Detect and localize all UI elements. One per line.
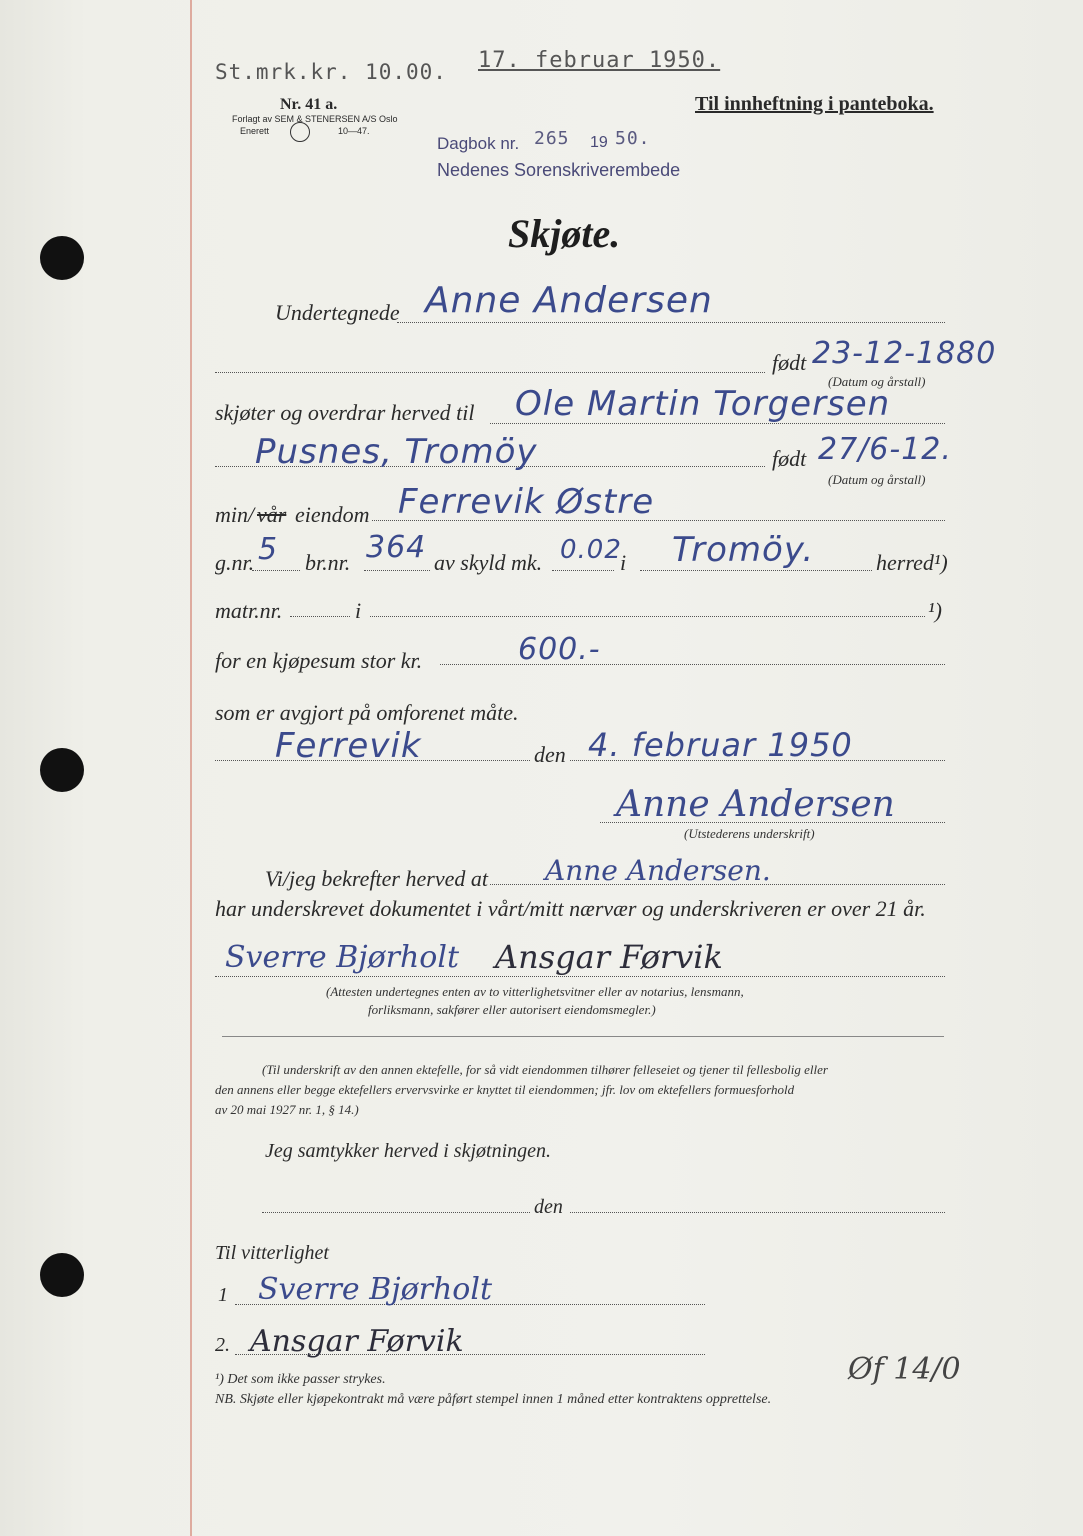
spouse-note: av 20 mai 1927 nr. 1, § 14.) bbox=[215, 1102, 359, 1117]
settled-text: som er avgjort på omforenet måte. bbox=[215, 700, 519, 725]
witness2-number: 2. bbox=[215, 1334, 230, 1356]
field-line bbox=[370, 616, 925, 617]
field-line bbox=[262, 1212, 530, 1213]
punch-hole bbox=[40, 1253, 84, 1297]
signature-line bbox=[600, 822, 945, 823]
eiendom-struck: vår bbox=[257, 502, 287, 527]
field-line bbox=[215, 372, 765, 373]
witness1-name: Sverre Bjørholt bbox=[258, 1272, 493, 1307]
field-line bbox=[364, 570, 430, 571]
initials: Øf 14/0 bbox=[848, 1352, 961, 1387]
field-line bbox=[290, 616, 350, 617]
office-stamp: Nedenes Sorenskriverembede bbox=[437, 160, 681, 180]
witness2-name: Ansgar Førvik bbox=[250, 1324, 464, 1359]
spouse-note: (Til underskrift av den annen ektefelle, for så vidt eiendommen tilhører felleseiet og tjener til fellesbolig eller bbox=[262, 1062, 828, 1077]
herred-value: Tromöy. bbox=[672, 530, 815, 570]
matr-end: ¹) bbox=[928, 598, 942, 623]
witness1-signature: Sverre Bjørholt bbox=[225, 940, 460, 975]
fodt-label: født bbox=[772, 350, 807, 375]
dagbok-label: Dagbok nr. bbox=[437, 134, 520, 153]
field-line bbox=[440, 664, 945, 665]
field-line bbox=[640, 570, 872, 571]
buyer-address: Pusnes, Tromöy bbox=[255, 432, 538, 472]
skyld-label: av skyld mk. bbox=[434, 550, 543, 575]
confirm-text: har underskrevet dokumentet i vårt/mitt nærvær og underskriveren er over 21 år. bbox=[215, 896, 926, 921]
witness1-number: 1 bbox=[218, 1284, 228, 1306]
den-label: den bbox=[534, 742, 566, 767]
fodt-label: født bbox=[772, 446, 807, 471]
filing-instruction: Til innheftning i panteboka. bbox=[695, 93, 934, 115]
gnr-label: g.nr. bbox=[215, 550, 255, 575]
date-stamp: 17. februar 1950. bbox=[478, 48, 721, 73]
price-label: for en kjøpesum stor kr. bbox=[215, 648, 423, 673]
matr-i: i bbox=[355, 598, 362, 623]
margin-line bbox=[190, 0, 192, 1536]
punch-hole bbox=[40, 236, 84, 280]
property-name: Ferrevik Østre bbox=[398, 482, 655, 522]
confirm-label: Vi/jeg bekrefter herved at bbox=[265, 866, 488, 891]
signing-date: 4. februar 1950 bbox=[588, 726, 853, 764]
consent-den-label: den bbox=[534, 1196, 563, 1218]
eiendom-prefix: min/ bbox=[215, 502, 255, 527]
confirm-name: Anne Andersen. bbox=[545, 854, 771, 887]
witness2-signature: Ansgar Førvik bbox=[495, 938, 723, 976]
form-number: Nr. 41 a. bbox=[280, 96, 338, 113]
price-value: 600.- bbox=[518, 632, 601, 667]
divider bbox=[222, 1036, 944, 1037]
publisher-logo-icon bbox=[290, 122, 310, 142]
til-vitterlighet: Til vitterlighet bbox=[215, 1242, 329, 1264]
footnote: ¹) Det som ikke passer strykes. bbox=[215, 1372, 386, 1387]
dagbok-year-prefix: 19 bbox=[590, 134, 608, 151]
publisher-code: 10—47. bbox=[338, 126, 370, 136]
field-line bbox=[552, 570, 614, 571]
brnr-label: br.nr. bbox=[305, 550, 351, 575]
buyer-name: Ole Martin Torgersen bbox=[515, 384, 891, 424]
punch-hole bbox=[40, 748, 84, 792]
dagbok-number: 265 bbox=[534, 128, 570, 149]
publisher-enerett: Enerett bbox=[240, 126, 270, 136]
seller-signature: Anne Andersen bbox=[616, 784, 895, 825]
undertegnede-label: Undertegnede bbox=[275, 300, 400, 325]
spouse-note: den annens eller begge ektefellers ervervsvirke er knyttet til eiendommen; jfr. lov om ektefellers formuesforhold bbox=[215, 1082, 795, 1097]
matr-label: matr.nr. bbox=[215, 598, 283, 623]
transfer-text: skjøter og overdrar herved til bbox=[215, 400, 475, 425]
signing-place: Ferrevik bbox=[275, 726, 422, 766]
dagbok-year-suffix: 50. bbox=[615, 128, 651, 149]
seller-birthdate: 23-12-1880 bbox=[812, 336, 997, 371]
document-title: Skjøte. bbox=[508, 211, 621, 256]
herred-label: herred¹) bbox=[876, 550, 948, 575]
consent-text: Jeg samtykker herved i skjøtningen. bbox=[265, 1140, 552, 1162]
stamp-fee: St.mrk.kr. 10.00. bbox=[215, 60, 447, 84]
attest-note: forliksmann, sakfører eller autorisert eiendomsmegler.) bbox=[368, 1002, 656, 1017]
buyer-birthdate: 27/6-12. bbox=[818, 432, 952, 467]
brnr-value: 364 bbox=[366, 530, 427, 565]
signature-note: (Utstederens underskrift) bbox=[684, 826, 815, 841]
field-line bbox=[570, 1212, 945, 1213]
attest-note: (Attesten undertegnes enten av to vitterlighetsvitner eller av notarius, lensmann, bbox=[326, 984, 744, 999]
field-line bbox=[397, 322, 945, 323]
skyld-value: 0.02 bbox=[560, 535, 622, 565]
datum-note: (Datum og årstall) bbox=[828, 472, 926, 487]
publisher-line: Forlagt av SEM & STENERSEN A/S Oslo bbox=[232, 114, 398, 124]
gnr-value: 5 bbox=[258, 532, 279, 567]
footnote-nb: NB. Skjøte eller kjøpekontrakt må være påført stempel innen 1 måned etter kontraktens opprettelse. bbox=[215, 1392, 772, 1407]
datum-note: (Datum og årstall) bbox=[828, 374, 926, 389]
field-line bbox=[252, 570, 300, 571]
witness-line bbox=[215, 976, 945, 977]
eiendom-label: eiendom bbox=[295, 502, 370, 527]
seller-name: Anne Andersen bbox=[425, 280, 713, 321]
i-label: i bbox=[620, 550, 627, 575]
